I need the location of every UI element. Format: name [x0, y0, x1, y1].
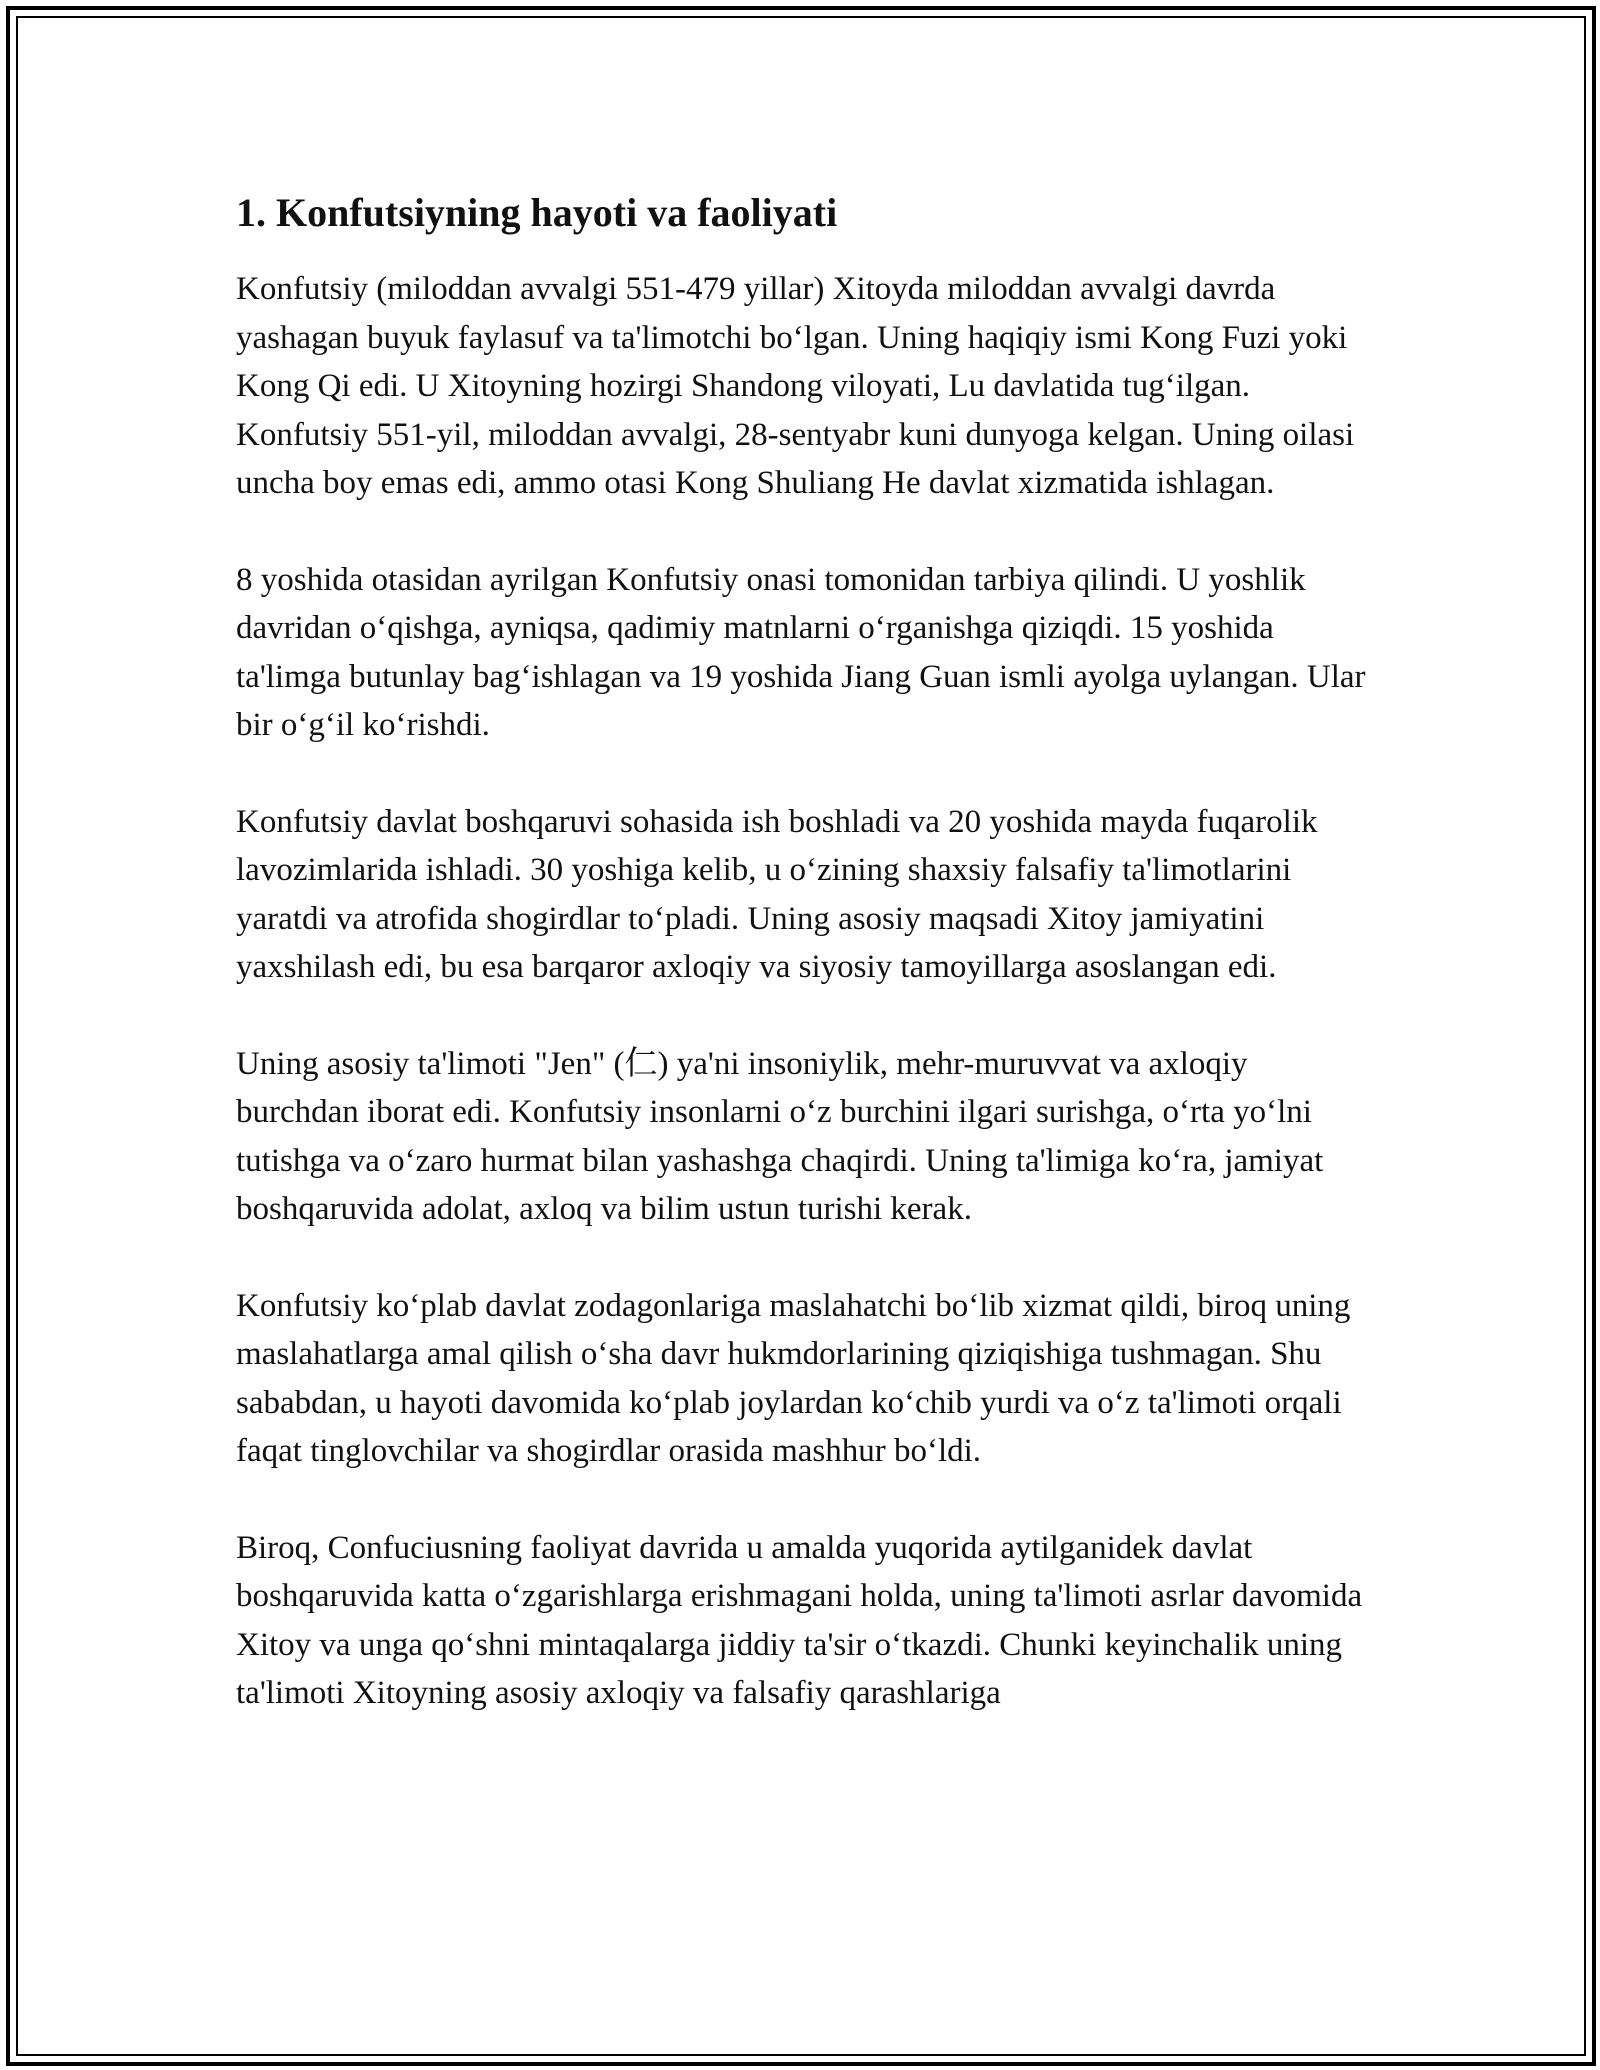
paragraph-5: Konfutsiy ko‘plab davlat zodagonlariga maslahatchi bo‘lib xizmat qildi, biroq uning maslahatlarga amal qilish o‘sha davr hukmdorlarining qiziqishiga tushmagan. Shu sababdan, u hayoti davomida ko‘plab joylardan ko‘chib yurdi va o‘z ta'limoti orqali faqat tinglovchilar va shogirdlar orasida mashhur bo‘ldi.: [236, 1287, 1351, 1469]
section-title: 1. Konfutsiyning hayoti va faoliyati: [236, 190, 838, 235]
paragraph-1: Konfutsiy (miloddan avvalgi 551-479 yillar) Xitoyda miloddan avvalgi davrda yashagan buyuk faylasuf va ta'limotchi bo‘lgan. Uning haqiqiy ismi Kong Fuzi yoki Kong Qi edi. U Xitoyning hozirgi Shandong viloyati, Lu davlatida tug‘ilgan. Konfutsiy 551-yil, miloddan avvalgi, 28-sentyabr kuni dunyoga kelgan. Uning oilasi uncha boy emas edi, ammo otasi Kong Shuliang He davlat xizmatida ishlagan.: [236, 271, 1355, 501]
paragraph-2: 8 yoshida otasidan ayrilgan Konfutsiy onasi tomonidan tarbiya qilindi. U yoshlik davridan o‘qishga, ayniqsa, qadimiy matnlarni o‘rganishga qiziqdi. 15 yoshida ta'limga butunlay bag‘ishlagan va 19 yoshida Jiang Guan ismli ayolga uylangan. Ular bir o‘g‘il ko‘rishdi.: [236, 561, 1366, 743]
paragraph-6: Biroq, Confuciusning faoliyat davrida u amalda yuqorida aytilganidek davlat boshqaruvida katta o‘zgarishlarga erishmagani holda, uning ta'limoti asrlar davomida Xitoy va unga qo‘shni mintaqalarga jiddiy ta'sir o‘tkazdi. Chunki keyinchalik uning ta'limoti Xitoyning asosiy axloqiy va falsafiy qarashlariga: [236, 1529, 1363, 1711]
paragraph-4: Uning asosiy ta'limoti "Jen" (仁) ya'ni insoniylik, mehr-muruvvat va axloqiy burchdan iborat edi. Konfutsiy insonlarni o‘z burchini ilgari surishga, o‘rta yo‘lni tutishga va o‘zaro hurmat bilan yashashga chaqirdi. Uning ta'limiga ko‘ra, jamiyat boshqaruvida adolat, axloq va bilim ustun turishi kerak.: [236, 1045, 1324, 1227]
document-body: [236, 185, 1376, 1766]
paragraph-3: Konfutsiy davlat boshqaruvi sohasida ish boshladi va 20 yoshida mayda fuqarolik lavozimlarida ishladi. 30 yoshiga kelib, u o‘zining shaxsiy falsafiy ta'limotlarini yaratdi va atrofida shogirdlar to‘pladi. Uning asosiy maqsadi Xitoy jamiyatini yaxshilash edi, bu esa barqaror axloqiy va siyosiy tamoyillarga asoslangan edi.: [236, 803, 1318, 985]
